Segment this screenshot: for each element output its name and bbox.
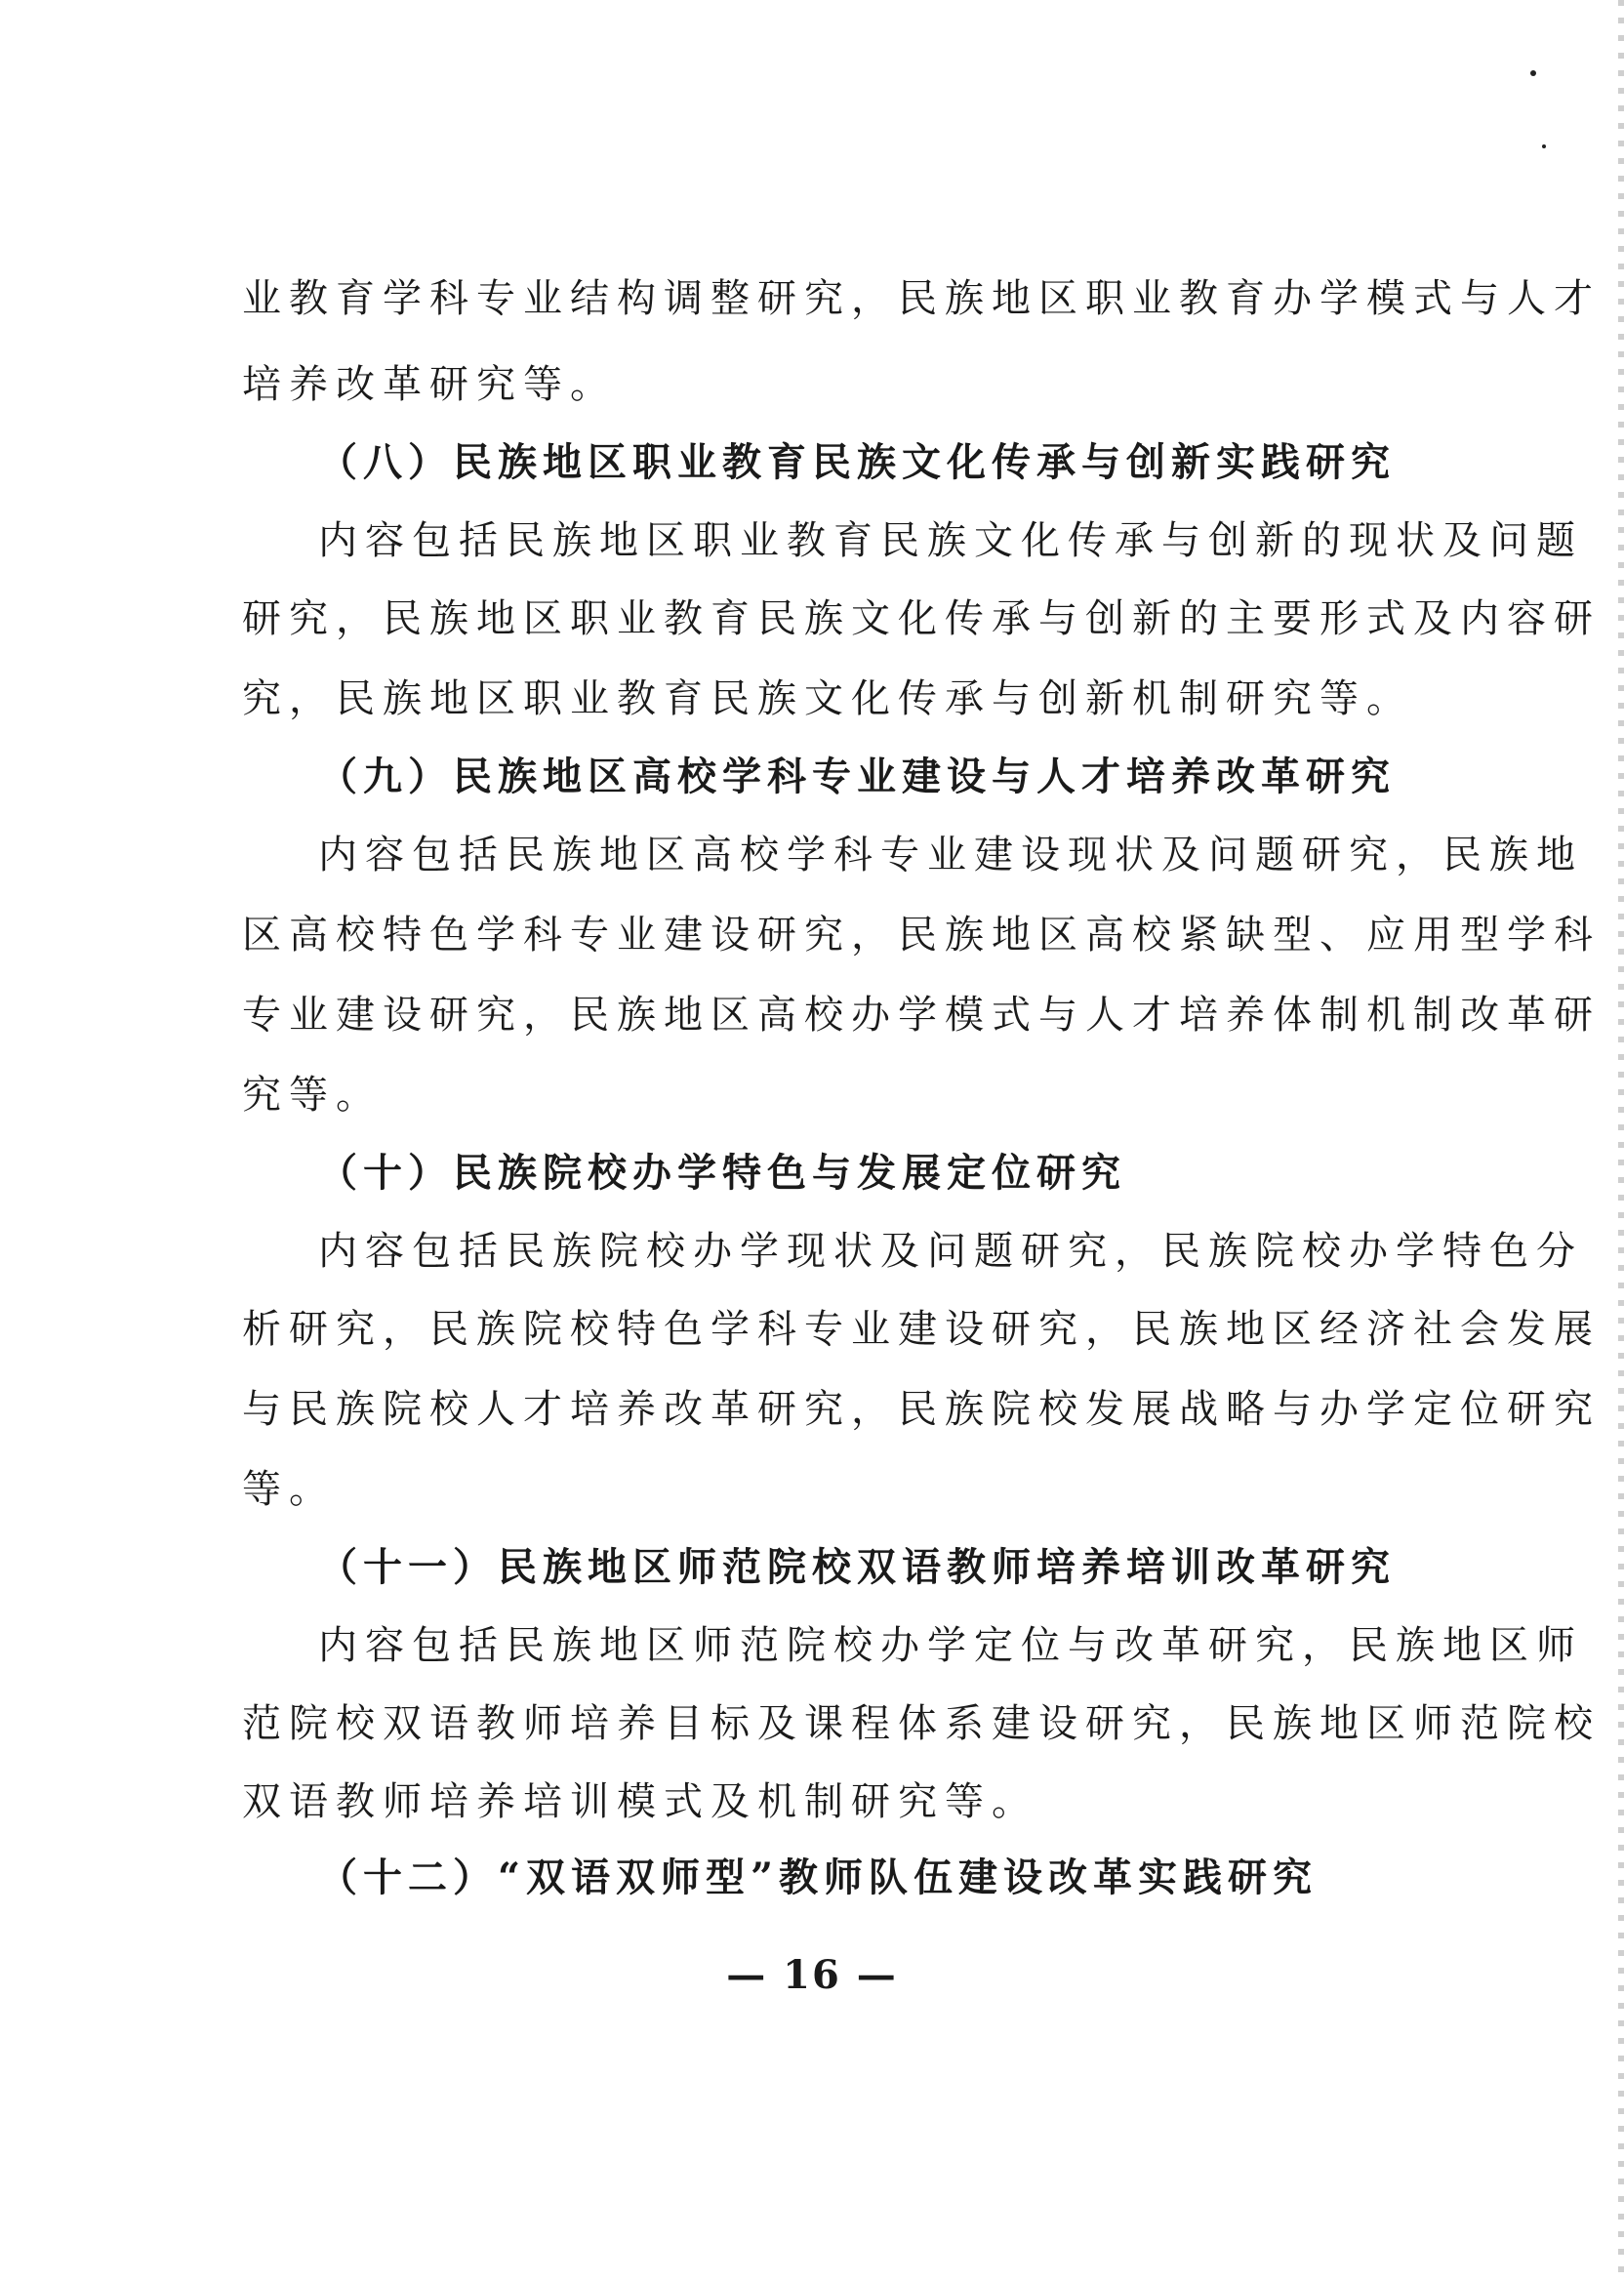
body-line: 双语教师培养培训模式及机制研究等。 (242, 1779, 1038, 1824)
body-line: 与民族院校人才培养改革研究，民族院校发展战略与办学定位研究 (242, 1387, 1601, 1432)
body-line: 析研究，民族院校特色学科专业建设研究，民族地区经济社会发展 (242, 1307, 1601, 1352)
body-line: 等。 (242, 1467, 336, 1512)
section-heading: （十一）民族地区师范院校双语教师培养培训改革研究 (318, 1544, 1396, 1590)
body-line: 内容包括民族地区高校学科专业建设现状及问题研究，民族地 (318, 833, 1583, 877)
scan-speck (1530, 70, 1536, 76)
body-line: 究等。 (242, 1073, 383, 1118)
body-line: 专业建设研究，民族地区高校办学模式与人才培养体制机制改革研 (242, 993, 1601, 1038)
body-line: 内容包括民族地区职业教育民族文化传承与创新的现状及问题 (318, 518, 1583, 563)
scan-speck (1542, 144, 1546, 148)
scan-edge-marks (1618, 0, 1624, 2282)
body-line: 区高校特色学科专业建设研究，民族地区高校紧缺型、应用型学科 (242, 913, 1601, 958)
body-line: 内容包括民族地区师范院校办学定位与改革研究，民族地区师 (318, 1623, 1583, 1668)
body-line: 研究，民族地区职业教育民族文化传承与创新的主要形式及内容研 (242, 596, 1601, 641)
body-line: 培养改革研究等。 (242, 362, 617, 407)
body-line: 业教育学科专业结构调整研究，民族地区职业教育办学模式与人才 (242, 276, 1601, 321)
body-line: 范院校双语教师培养目标及课程体系建设研究，民族地区师范院校 (242, 1701, 1601, 1746)
section-heading: （十二）“双语双师型”教师队伍建设改革实践研究 (318, 1854, 1319, 1900)
page-number: — 16 — (726, 1952, 898, 1998)
body-line: 内容包括民族院校办学现状及问题研究，民族院校办学特色分 (318, 1229, 1583, 1274)
body-line: 究，民族地区职业教育民族文化传承与创新机制研究等。 (242, 676, 1413, 721)
section-heading: （八）民族地区职业教育民族文化传承与创新实践研究 (318, 439, 1396, 485)
section-heading: （九）民族地区高校学科专业建设与人才培养改革研究 (318, 754, 1396, 799)
section-heading: （十）民族院校办学特色与发展定位研究 (318, 1150, 1126, 1196)
